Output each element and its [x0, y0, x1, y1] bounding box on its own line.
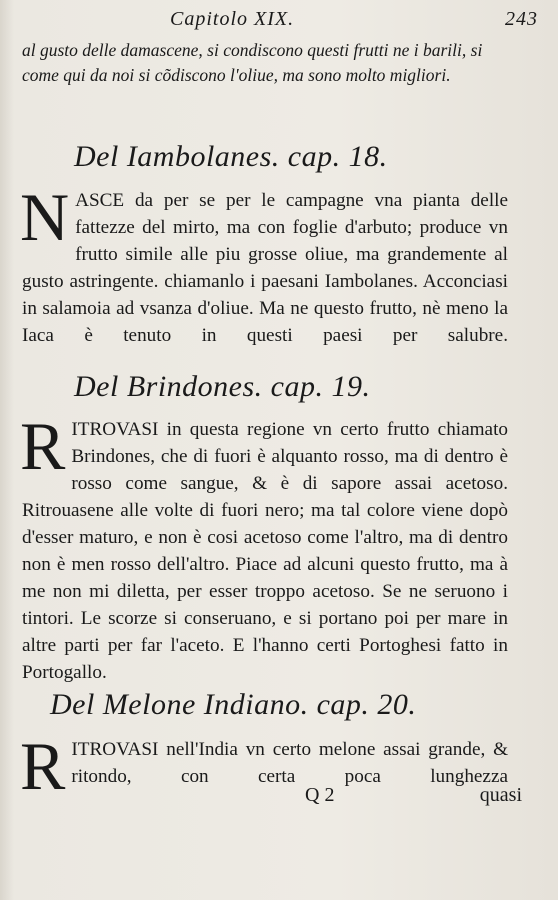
dropcap: R	[20, 408, 66, 484]
page-footer	[305, 784, 522, 807]
section-title-iambolanes: Del Iambolanes. cap. 18.	[74, 140, 388, 173]
continued-text: al gusto delle damascene, si condiscono questi frutti ne i barili, si come qui da noi si cõdiscono l'oliue, ma sono molto migliori.	[22, 40, 483, 85]
section-title-melone: Del Melone Indiano. cap. 20.	[50, 688, 417, 721]
dropcap: R	[20, 728, 66, 804]
running-header	[170, 8, 538, 31]
section-body-iambolanes	[20, 179, 508, 349]
paragraph-text: ITROVASI in questa regione vn certo frutto chiamato Brindones, che di fuori è alquanto rosso, ma di dentro è rosso come sangue, & è di sapore assai acetoso. Ritrouasene alle volte di fuori nero; ma tal colore viene dopò d'esser maturo, e non è cosi acetoso come l'altro, ma di dentro non è men rosso dell'altro. Piace ad alcuni questo frutto, ma à me non mi diletta, per esser troppo acetoso. Se ne seruono i tintori. Le scorze si conseruano, e si portano poi per mare in altre parti per far l'aceto. E l'hanno certi Portoghesi fatto in Portogallo.	[22, 419, 508, 683]
paragraph-text: ASCE da per se per le campagne vna pianta delle fattezze del mirto, ma con foglie d'arbuto; produce vn frutto simile alle piu grosse oliue, ma grandemente al gusto astringente. chiamanlo i paesani Iambolanes. Acconciasi in salamoia ad vsanza d'oliue. Ma ne questo frutto, nè meno la Iaca è tenuto in questi paesi per salubre.	[22, 190, 508, 346]
section-body-brindones	[20, 408, 508, 686]
catchword: quasi	[479, 784, 522, 806]
signature-mark: Q 2	[305, 784, 335, 806]
paragraph-text: ITROVASI nell'India vn certo melone assai grande, & ritondo, con certa poca lunghezza	[71, 739, 508, 787]
page-number: 243	[505, 8, 538, 30]
section-title-brindones: Del Brindones. cap. 19.	[74, 370, 371, 403]
dropcap: N	[20, 179, 70, 255]
running-title: Capitolo XIX.	[170, 8, 295, 30]
